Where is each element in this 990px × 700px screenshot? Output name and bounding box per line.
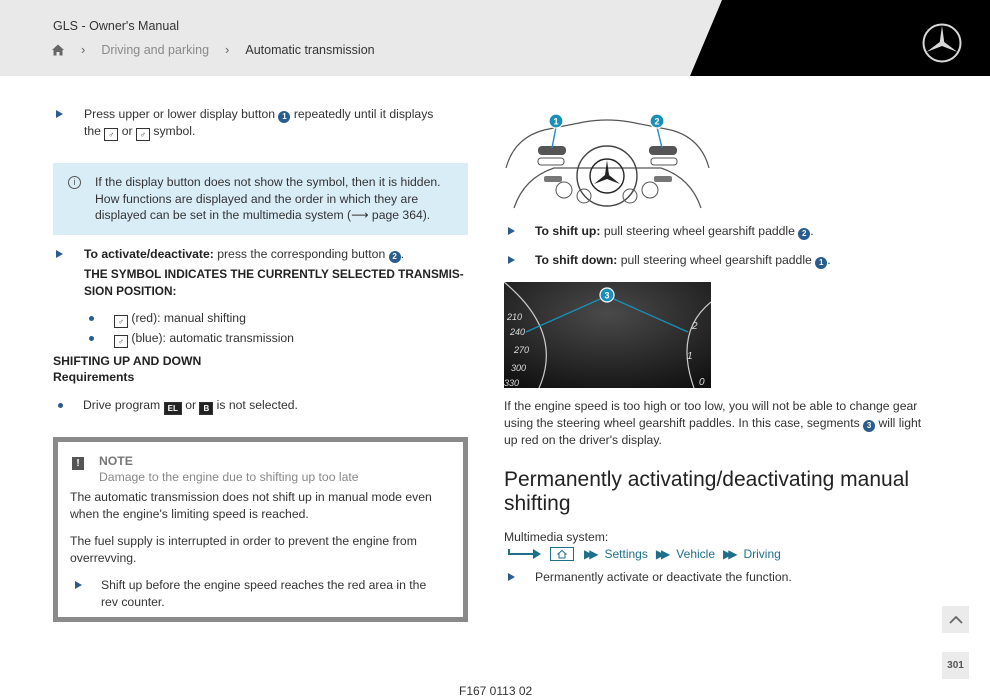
multimedia-label: Multimedia system: — [504, 530, 609, 544]
note-box — [53, 437, 468, 622]
heading-line: shifting — [504, 492, 571, 515]
para-line: If the engine speed is too high or too low, you will not be able to change gear — [504, 399, 918, 413]
speed-label: 210 — [507, 312, 523, 322]
breadcrumb-parent[interactable]: Driving and parking — [101, 42, 210, 57]
callout-3-label: 3 — [604, 290, 610, 301]
callout-1-badge: 1 — [278, 111, 290, 123]
note-line: rev counter. — [101, 594, 165, 609]
scroll-to-top-button[interactable] — [942, 606, 969, 633]
step-activate: To activate/deactivate: press the corresponding button 2 . — [84, 247, 405, 261]
rev-label: 0 — [699, 377, 705, 388]
chevron-up-icon — [949, 615, 963, 625]
step-text: press the corresponding button — [217, 247, 386, 261]
note-line: when the engine's limiting speed is reached. — [70, 506, 309, 521]
step-label: To activate/deactivate: — [84, 247, 214, 261]
speed-label: 300 — [511, 363, 527, 373]
bullet-dot — [89, 316, 94, 321]
speed-label: 240 — [510, 327, 526, 337]
step-arrow-icon — [75, 581, 82, 589]
page-header — [0, 0, 990, 76]
callout-2-badge: 2 — [389, 251, 401, 263]
para-text: using the steering wheel gearshift paddles. In this case, segments — [504, 415, 860, 430]
warning-icon: ! — [72, 457, 84, 470]
bullet-dot — [58, 403, 63, 408]
section-heading — [504, 468, 924, 516]
brand-star-logo-icon — [921, 22, 963, 64]
page-number-button[interactable] — [942, 652, 969, 679]
requirements-label: Requirements — [53, 370, 135, 384]
step-label: To shift down: — [535, 253, 618, 267]
menu-item-driving[interactable]: Driving — [743, 547, 781, 561]
chevron-right-icon: › — [225, 42, 230, 57]
note-line: Shift up before the engine speed reaches the red area in the — [101, 578, 427, 592]
step1-symbol-word: symbol. — [153, 124, 196, 138]
note-paragraph — [70, 489, 465, 522]
note-line: The automatic transmission does not shift up in manual mode even — [70, 490, 432, 504]
manual-gear-symbol: ♂ — [114, 335, 128, 348]
rev-label: 1 — [687, 351, 693, 362]
drive-program-b-symbol: B — [199, 402, 213, 415]
callout-3-badge: 3 — [863, 420, 875, 432]
step1-the: the — [84, 124, 101, 138]
step-arrow-icon — [56, 110, 63, 118]
instrument-cluster-illustration — [504, 282, 711, 388]
double-chevron-icon: ▶▶ — [655, 547, 667, 561]
note-paragraph — [70, 533, 465, 566]
caps-note — [84, 266, 464, 299]
note-line: The fuel supply is interrupted in order to prevent the engine from — [70, 534, 417, 548]
para-line: up red on the driver's display. — [504, 432, 662, 447]
menu-item-settings[interactable]: Settings — [604, 547, 648, 561]
callout-2-badge: 2 — [798, 228, 810, 240]
callout-2-label: 2 — [654, 116, 660, 127]
caps-line: THE SYMBOL INDICATES THE CURRENTLY SELECTED TRANSMIS- — [84, 267, 464, 281]
drive-program-el-symbol: EL — [164, 402, 182, 415]
step-arrow-icon — [508, 573, 515, 581]
heading-line: Permanently activating/deactivating manual — [504, 468, 910, 491]
breadcrumb-current: Automatic transmission — [245, 42, 375, 57]
final-step: Permanently activate or deactivate the function. — [535, 570, 792, 584]
chevron-right-icon: › — [81, 42, 86, 57]
bullet-blue — [114, 330, 294, 348]
step-display-button — [84, 106, 464, 141]
step-text: pull steering wheel gearshift paddle — [603, 224, 795, 238]
info-line[interactable]: displayed can be set in the multimedia system (⟶ page 364). — [95, 208, 431, 222]
menu-item-vehicle[interactable]: Vehicle — [676, 547, 715, 561]
step-shift-up: To shift up: pull steering wheel gearshift paddle 2 . — [535, 224, 814, 238]
rev-label: 2 — [692, 321, 698, 332]
info-line: If the display button does not show the symbol, then it is hidden. — [95, 175, 441, 189]
engine-speed-paragraph — [504, 398, 924, 448]
drive-program-requirement — [83, 397, 298, 415]
step-arrow-icon — [56, 250, 63, 258]
bullet-dot — [89, 336, 94, 341]
para-text: will light — [878, 415, 922, 430]
speed-label: 330 — [504, 378, 520, 388]
info-text — [95, 174, 460, 224]
section-title: SHIFTING UP AND DOWN — [53, 354, 202, 368]
drive-program-text: Drive program — [83, 398, 161, 412]
bullet-blue-text: (blue): automatic transmission — [131, 331, 294, 345]
info-line: How functions are displayed and the order in which they are — [95, 191, 419, 206]
note-line: overrevving. — [70, 550, 137, 565]
step1-text: Press upper or lower display button — [84, 107, 276, 121]
drive-program-post: is not selected. — [216, 398, 298, 412]
double-chevron-icon: ▶▶ — [584, 547, 595, 561]
step-label: To shift up: — [535, 224, 601, 238]
step1-text-cont: repeatedly until it displays — [293, 107, 434, 121]
step-arrow-icon — [508, 256, 515, 264]
step-arrow-icon — [508, 227, 515, 235]
bullet-red-text: (red): manual shifting — [131, 311, 246, 325]
steering-wheel-paddles-illustration — [504, 108, 711, 214]
step1-or: or — [121, 124, 133, 138]
menu-path — [508, 547, 789, 561]
calculator-icon: 301 — [947, 660, 964, 671]
double-chevron-icon: ▶▶ — [723, 547, 734, 561]
manual-gear-m-symbol: ♂ — [114, 315, 128, 328]
note-title: NOTE — [99, 454, 133, 468]
bullet-red — [114, 310, 246, 328]
breadcrumb — [51, 42, 375, 57]
home-button-icon[interactable] — [550, 547, 574, 561]
callout-1-badge: 1 — [815, 257, 827, 269]
info-icon: i — [68, 176, 81, 189]
caps-line: SION POSITION: — [84, 283, 177, 298]
callout-1-label: 1 — [553, 116, 559, 127]
manual-gear-m-symbol: ♂ — [136, 128, 150, 141]
image-code: F167 0113 02 — [459, 684, 533, 698]
para-line — [504, 415, 924, 432]
manual-gear-symbol: ♂ — [104, 128, 118, 141]
home-icon[interactable] — [51, 43, 65, 57]
step-shift-down: To shift down: pull steering wheel gearshift paddle 1 . — [535, 253, 831, 267]
path-arrow-icon — [508, 547, 544, 561]
note-step — [101, 577, 461, 610]
step-text: pull steering wheel gearshift paddle — [620, 253, 812, 267]
note-subtitle: Damage to the engine due to shifting up too late — [99, 470, 359, 484]
speed-label: 270 — [514, 345, 530, 355]
info-box — [53, 163, 468, 235]
manual-title: GLS - Owner's Manual — [53, 19, 180, 33]
drive-program-or: or — [185, 398, 197, 412]
